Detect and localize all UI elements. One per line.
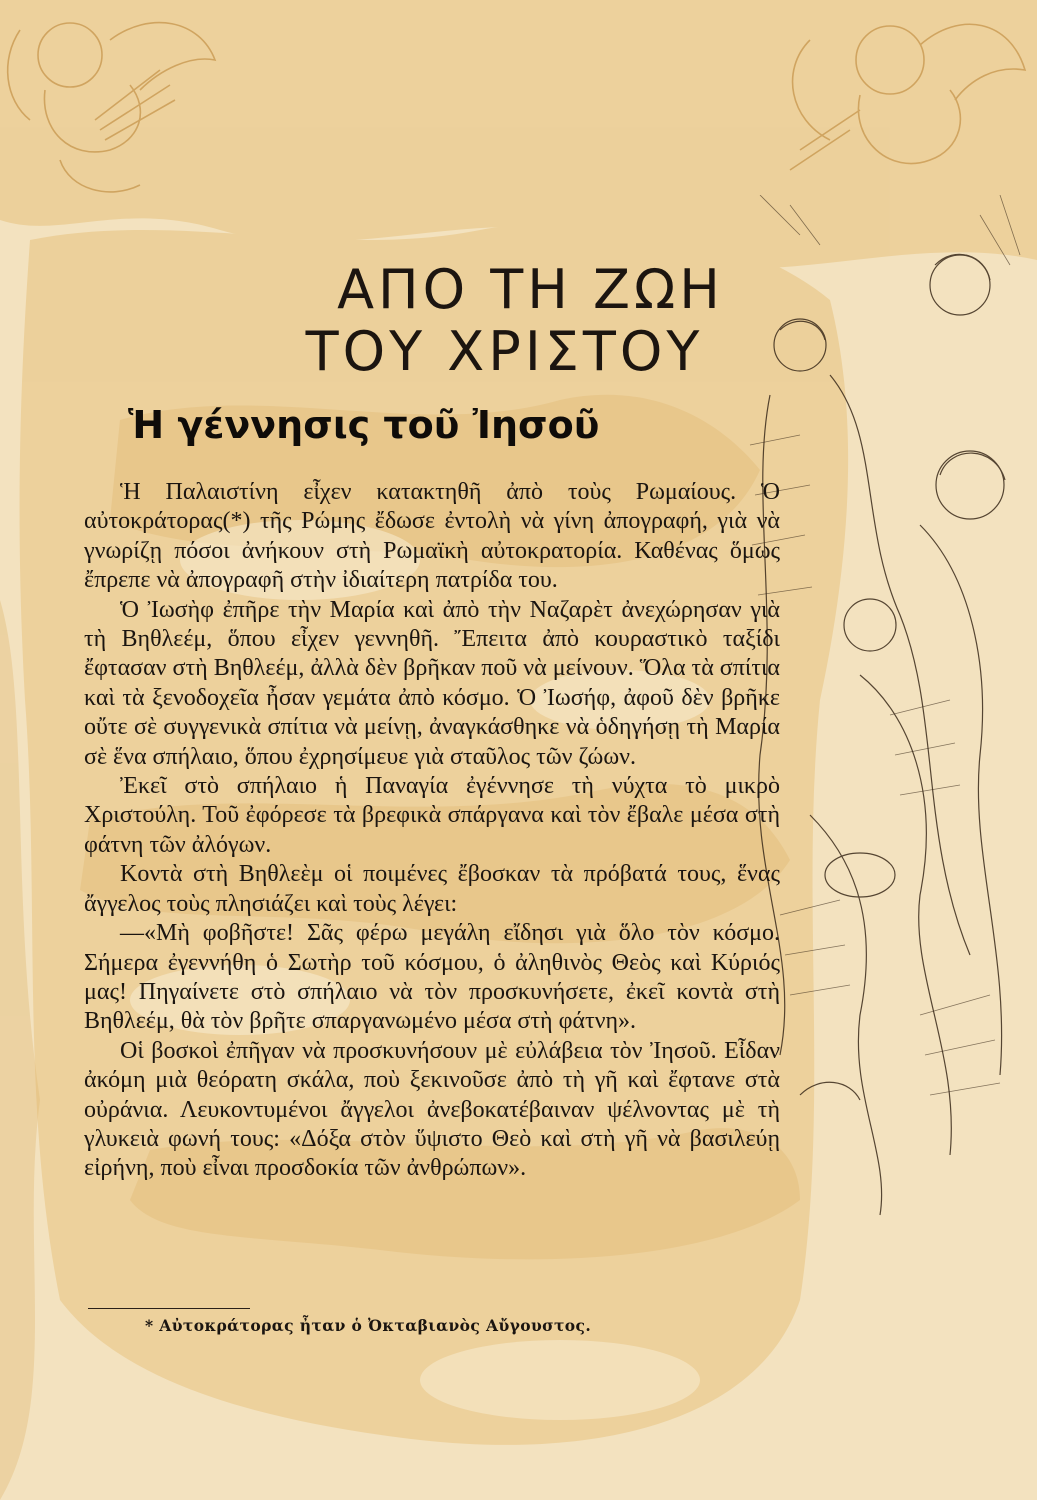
paragraph: Οἱ βοσκοὶ ἐπῆγαν νὰ προσκυνήσουν μὲ εὐλάβεια τὸν Ἰησοῦ. Εἶδαν ἀκόμη μιὰ θεόρατη σκάλα, ποὺ ξεκινοῦσε ἀπὸ τὴ γῆ καὶ ἔφτανε στὰ οὐράνια. Λευκοντυμένοι ἄγγελοι ἀνεβοκατέβαιναν ψέλνοντας μὲ τὴ γλυκειὰ φωνή τους: «Δόξα στὸν ὕψιστο Θεὸ καὶ στὴ γῆ νὰ βασιλεύῃ εἰρήνη, ποὺ εἶναι προσδοκία τῶν ἀνθρώπων». [84, 1037, 780, 1182]
article-subtitle: Ἡ γέννησις τοῦ Ἰησοῦ [128, 403, 600, 447]
paragraph: Κοντὰ στὴ Βηθλεὲμ οἱ ποιμένες ἔβοσκαν τὰ πρόβατά τους, ἕνας ἄγγελος τοὺς πλησιάζει καὶ τοὺς λέγει: [84, 861, 780, 917]
page-title-line-2: ΤΟΥ ΧΡΙΣΤΟΥ [305, 320, 704, 383]
paragraph: Ὁ Ἰωσὴφ ἐπῆρε τὴν Μαρία καὶ ἀπὸ τὴν Ναζαρὲτ ἀνεχώρησαν γιὰ τὴ Βηθλεέμ, ὅπου εἶχεν γεννηθῆ. Ἔπειτα ἀπὸ κουραστικὸ ταξίδι ἔφτασαν στὴ Βηθλεέμ, ἀλλὰ δὲν βρῆκαν ποῦ νὰ μείνουν. Ὅλα τὰ σπίτια καὶ τὰ ξενοδοχεῖα ἦσαν γεμάτα ἀπὸ κόσμο. Ὁ Ἰωσήφ, ἀφοῦ δὲν βρῆκε οὔτε σὲ συγγενικὰ σπίτια νὰ μείνῃ, ἀναγκάσθηκε νὰ ὁδηγήσῃ τὴ Μαρία σὲ ἕνα σπήλαιο, ὅπου ἐχρησίμευε γιὰ σταῦλος τῶν ζώων. [84, 596, 780, 770]
paragraph: Ἡ Παλαιστίνη εἶχεν κατακτηθῆ ἀπὸ τοὺς Ρωμαίους. Ὁ αὐτοκράτορας(*) τῆς Ρώμης ἔδωσε ἐντολὴ νὰ γίνη ἀπογραφή, γιὰ νὰ γνωρίζῃ πόσοι ἀνήκουν στὴ Ρωμαϊκὴ αὐτοκρατορία. Καθένας ὅμως ἔπρεπε νὰ ἀπογραφῆ στὴν ἰδιαίτερη πατρίδα του. [84, 479, 780, 594]
footnote: * Αὐτοκράτορας ἦταν ὁ Ὀκταβιανὸς Αὔγουστος. [145, 1316, 592, 1335]
page-title-line-1: ΑΠΟ ΤΗ ΖΩΗ [337, 258, 724, 321]
angel-cherub-left-illustration [0, 0, 240, 220]
paragraph: Ἐκεῖ στὸ σπήλαιο ἡ Παναγία ἐγέννησε τὴ νύχτα τὸ μικρὸ Χριστούλη. Τοῦ ἐφόρεσε τὰ βρεφικὰ σπάργανα καὶ τὸν ἔβαλε μέσα στὴ φάτνη τῶν ἀλόγων. [84, 773, 780, 858]
paragraph: —«Μὴ φοβῆστε! Σᾶς φέρω μεγάλη εἴδησι γιὰ ὅλο τὸν κόσμο. Σήμερα ἐγεννήθη ὁ Σωτὴρ τοῦ κόσμου, ὁ ἀληθινὸς Θεὸς καὶ Κύριός μας! Πηγαίνετε στὸ σπήλαιο νὰ τὸν προσκυνήσετε, ἐκεῖ κοντὰ στὴ Βηθλεέμ, θὰ τὸν βρῆτε σπαργανωμένο μέσα στὴ φάτνη». [84, 920, 780, 1035]
article-body [84, 478, 780, 1184]
footnote-divider [88, 1308, 250, 1309]
